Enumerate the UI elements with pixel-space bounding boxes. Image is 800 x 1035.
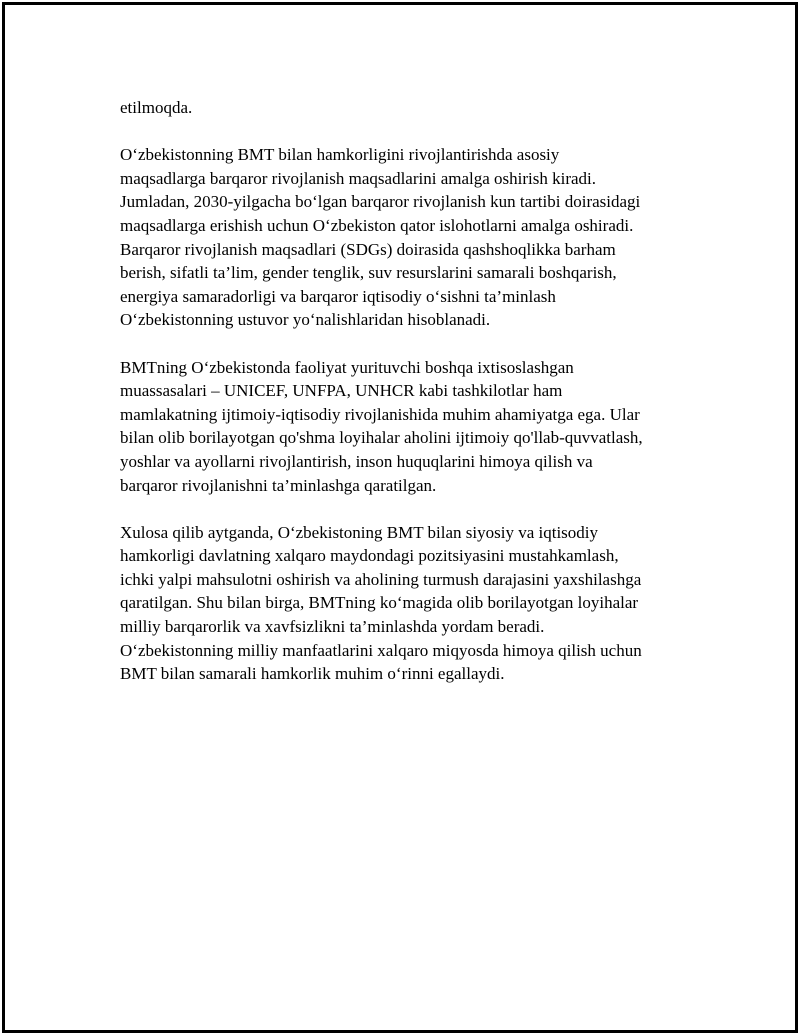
text-line: barqaror rivojlanishni ta’minlashga qaratilgan.: [120, 475, 437, 495]
text-line: ichki yalpi mahsulotni oshirish va aholining turmush darajasini yaxshilashga: [120, 569, 642, 589]
document-body: [120, 96, 710, 709]
text-line: O‘zbekistonning ustuvor yo‘nalishlaridan hisoblanadi.: [120, 310, 491, 330]
text-line: bilan olib borilayotgan qo'shma loyihalar aholini ijtimoiy qo'llab-quvvatlash,: [120, 428, 643, 448]
text-line: berish, sifatli ta’lim, gender tenglik, suv resurslarini samarali boshqarish,: [120, 263, 617, 283]
text-line: maqsadlarga barqaror rivojlanish maqsadlarini amalga oshirish kiradi.: [120, 168, 597, 188]
text-line: muassasalari – UNICEF, UNFPA, UNHCR kabi tashkilotlar ham: [120, 381, 563, 401]
text-line: O‘zbekistonning BMT bilan hamkorligini rivojlantirishda asosiy: [120, 145, 560, 165]
text-line: hamkorligi davlatning xalqaro maydondagi pozitsiyasini mustahkamlash,: [120, 546, 619, 566]
text-line: O‘zbekistonning milliy manfaatlarini xalqaro miqyosda himoya qilish uchun: [120, 640, 642, 660]
text-line: qaratilgan. Shu bilan birga, BMTning ko‘magida olib borilayotgan loyihalar: [120, 593, 639, 613]
text-line: mamlakatning ijtimoiy-iqtisodiy rivojlanishida muhim ahamiyatga ega. Ular: [120, 404, 640, 424]
text-line: yoshlar va ayollarni rivojlantirish, inson huquqlarini himoya qilish va: [120, 451, 593, 471]
text-line: milliy barqarorlik va xavfsizlikni ta’minlashda yordam beradi.: [120, 617, 545, 637]
document-page: [2, 2, 798, 1033]
text-line: maqsadlarga erishish uchun O‘zbekiston qator islohotlarni amalga oshiradi.: [120, 215, 634, 235]
paragraph-1: [120, 96, 710, 120]
paragraph-4: [120, 521, 710, 686]
paragraph-3: [120, 356, 710, 498]
paragraph-2: [120, 143, 710, 332]
text-line: etilmoqda.: [120, 98, 193, 117]
text-line: Barqaror rivojlanish maqsadlari (SDGs) doirasida qashshoqlikka barham: [120, 239, 616, 259]
text-line: BMTning O‘zbekistonda faoliyat yurituvchi boshqa ixtisoslashgan: [120, 357, 574, 377]
text-line: energiya samaradorligi va barqaror iqtisodiy o‘sishni ta’minlash: [120, 286, 556, 306]
text-line: Jumladan, 2030-yilgacha bo‘lgan barqaror rivojlanish kun tartibi doirasidagi: [120, 192, 641, 212]
text-line: BMT bilan samarali hamkorlik muhim o‘rinni egallaydi.: [120, 664, 505, 684]
text-line: Xulosa qilib aytganda, O‘zbekistoning BMT bilan siyosiy va iqtisodiy: [120, 522, 599, 542]
